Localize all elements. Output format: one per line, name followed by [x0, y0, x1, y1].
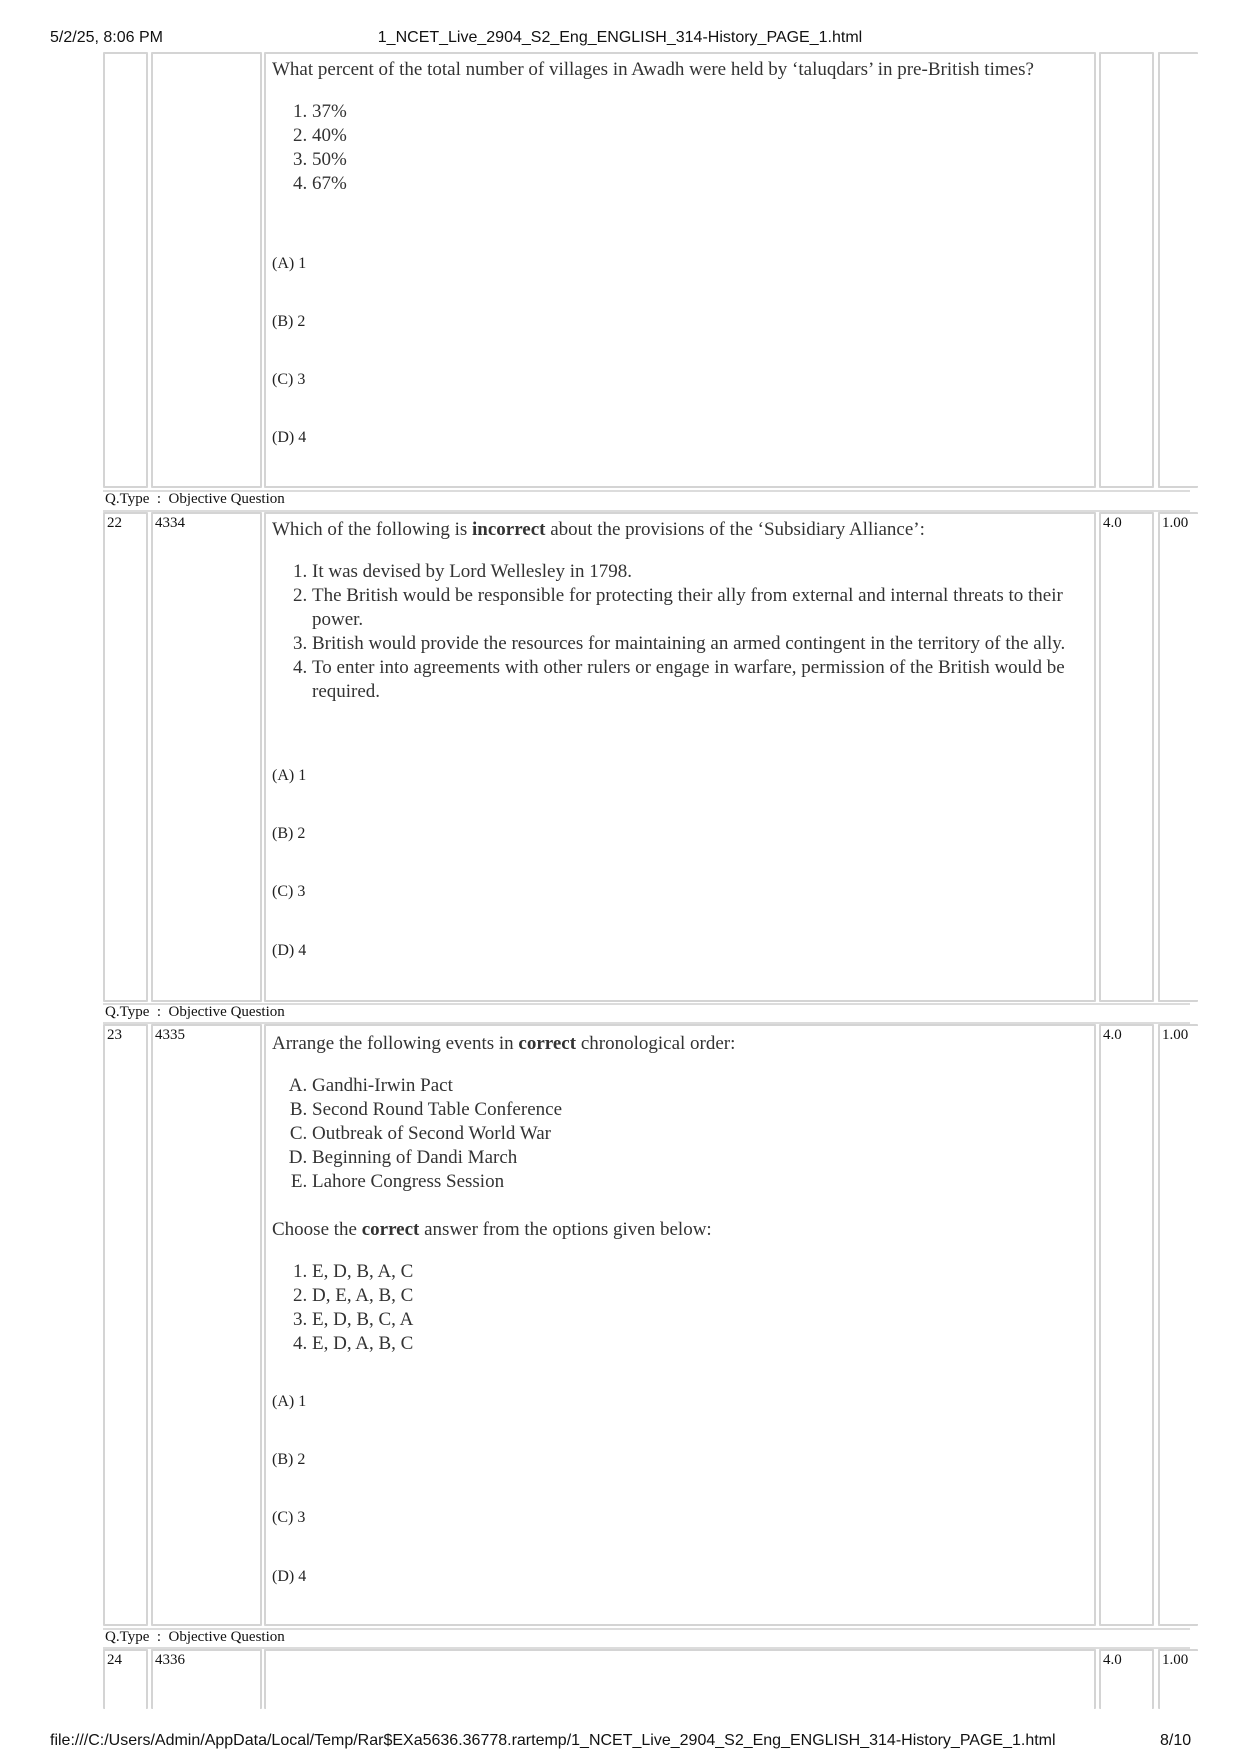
negative-marks-cell — [1158, 52, 1198, 488]
print-header — [0, 29, 1240, 51]
answer-item: 1. 37% — [312, 100, 1082, 124]
question-cell — [264, 1649, 1096, 1709]
question-id-cell — [151, 52, 262, 488]
serial-number: 23 — [103, 1024, 148, 1626]
negative-marks: 1.00 — [1158, 1649, 1198, 1709]
print-datetime: 5/2/25, 8:06 PM — [50, 29, 163, 46]
stem-text: Which of the following is — [272, 519, 472, 540]
answer-item: 4. E, D, A, B, C — [312, 1332, 1082, 1356]
question-stem — [272, 518, 1082, 542]
serial-cell — [103, 52, 148, 488]
option-c: (C) 3 — [272, 1509, 306, 1526]
answer-list — [272, 100, 1082, 196]
print-footer — [0, 1732, 1240, 1754]
question-type-label: Q.Type : Objective Question — [105, 491, 285, 507]
stem-emphasis: correct — [518, 1033, 577, 1054]
marks: 4.0 — [1099, 1649, 1154, 1709]
event-item: C. Outbreak of Second World War — [312, 1122, 1082, 1146]
marks: 4.0 — [1099, 1024, 1154, 1626]
option-b: (B) 2 — [272, 313, 306, 330]
print-title: 1_NCET_Live_2904_S2_Eng_ENGLISH_314-History_PAGE_1.html — [377, 29, 863, 46]
question-id: 4334 — [151, 512, 262, 1002]
answer-item: 2. 40% — [312, 124, 1082, 148]
answer-item: 4. 67% — [312, 172, 1082, 196]
question-type-label: Q.Type : Objective Question — [105, 1629, 285, 1645]
stem-emphasis: incorrect — [472, 519, 546, 540]
negative-marks: 1.00 — [1158, 1024, 1198, 1626]
option-a: (A) 1 — [272, 1393, 307, 1410]
option-c: (C) 3 — [272, 371, 306, 388]
answer-item: 3. British would provide the resources for maintaining an armed contingent in the territory of the ally. — [312, 632, 1082, 656]
file-path: file:///C:/Users/Admin/AppData/Local/Temp/Rar$EXa5636.36778.rartemp/1_NCET_Live_2904_S2_Eng_ENGLISH_314-History_PAGE_1.html — [50, 1732, 1056, 1749]
event-item: D. Beginning of Dandi March — [312, 1146, 1082, 1170]
question-text — [272, 1032, 1082, 1356]
marks-cell — [1099, 52, 1154, 488]
answer-item: 1. It was devised by Lord Wellesley in 1798. — [312, 560, 1082, 584]
answer-item: 3. 50% — [312, 148, 1082, 172]
option-a: (A) 1 — [272, 255, 307, 272]
event-item: E. Lahore Congress Session — [312, 1170, 1082, 1194]
option-d: (D) 4 — [272, 1568, 307, 1585]
negative-marks: 1.00 — [1158, 512, 1198, 1002]
answer-list — [272, 1260, 1082, 1356]
event-item: A. Gandhi-Irwin Pact — [312, 1074, 1082, 1098]
event-list — [272, 1074, 1082, 1194]
answer-item: 4. To enter into agreements with other rulers or engage in warfare, permission of the British would be required. — [312, 656, 1082, 704]
question-id: 4335 — [151, 1024, 262, 1626]
answer-item: 2. The British would be responsible for protecting their ally from external and internal threats to their power. — [312, 584, 1082, 632]
question-stem: What percent of the total number of villages in Awadh were held by ‘taluqdars’ in pre-British times? — [272, 59, 1034, 80]
event-item: B. Second Round Table Conference — [312, 1098, 1082, 1122]
option-d: (D) 4 — [272, 429, 307, 446]
option-d: (D) 4 — [272, 942, 307, 959]
stem-text: about the provisions of the ‘Subsidiary Alliance’: — [545, 519, 925, 540]
question-type-label: Q.Type : Objective Question — [105, 1004, 285, 1020]
answer-item: 2. D, E, A, B, C — [312, 1284, 1082, 1308]
instruction-part: answer from the options given below: — [419, 1219, 712, 1240]
question-stem — [272, 1032, 1082, 1056]
option-a: (A) 1 — [272, 767, 307, 784]
instruction-text — [272, 1218, 1082, 1242]
instruction-part: Choose the — [272, 1219, 362, 1240]
option-c: (C) 3 — [272, 883, 306, 900]
question-text — [272, 518, 1082, 704]
page-number: 8/10 — [1160, 1732, 1192, 1749]
answer-list — [272, 560, 1082, 704]
question-text — [272, 58, 1082, 196]
answer-item: 1. E, D, B, A, C — [312, 1260, 1082, 1284]
stem-text: chronological order: — [576, 1033, 736, 1054]
option-b: (B) 2 — [272, 1451, 306, 1468]
question-id: 4336 — [151, 1649, 262, 1709]
stem-text: Arrange the following events in — [272, 1033, 519, 1054]
instruction-emphasis: correct — [361, 1219, 420, 1240]
serial-number: 24 — [103, 1649, 148, 1709]
answer-item: 3. E, D, B, C, A — [312, 1308, 1082, 1332]
option-b: (B) 2 — [272, 825, 306, 842]
marks: 4.0 — [1099, 512, 1154, 1002]
serial-number: 22 — [103, 512, 148, 1002]
